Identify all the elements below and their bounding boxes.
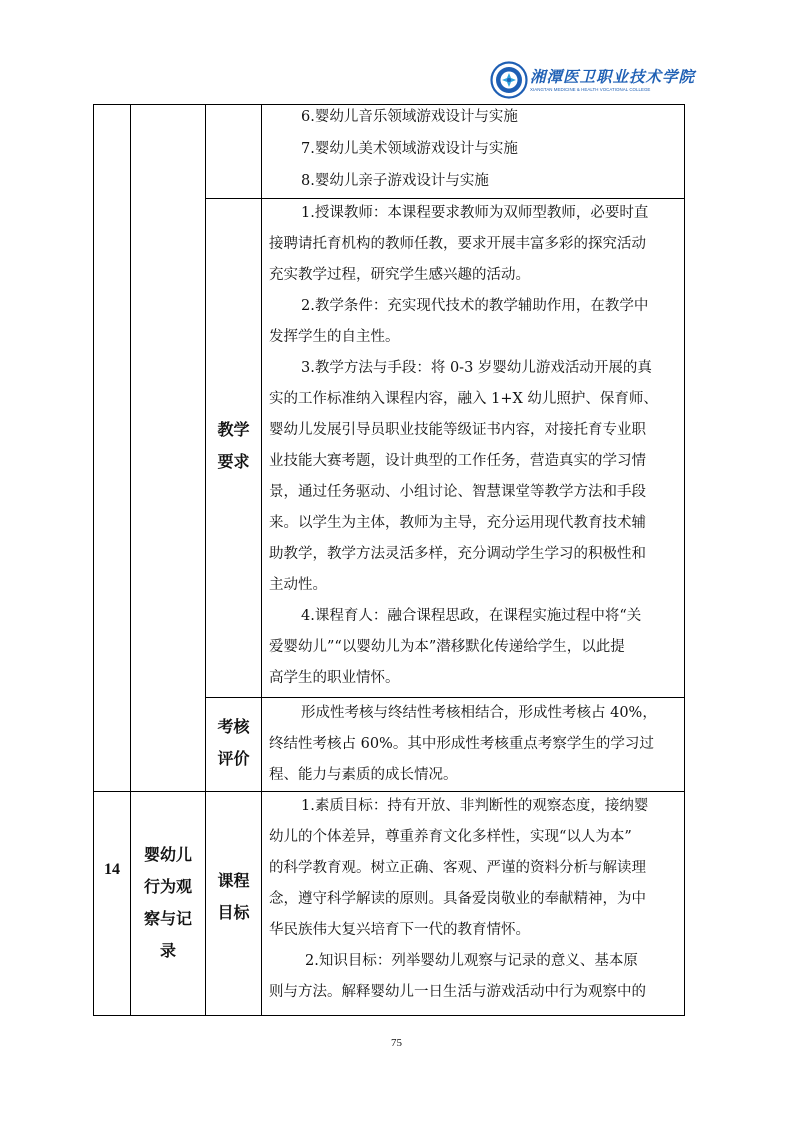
text-line: 充实教学过程，研究学生感兴趣的活动。 xyxy=(269,267,530,283)
text-line: 高学生的职业情怀。 xyxy=(269,670,400,686)
text-line: 景，通过任务驱动、小组讨论、智慧课堂等教学方法和手段 xyxy=(269,484,646,500)
course-name-line: 行为观 xyxy=(143,877,192,896)
label-line: 教学 xyxy=(217,420,250,439)
college-name-en: XIANGTAN MEDICINE & HEALTH VOCATIONAL COLLEGE xyxy=(530,87,651,92)
text-line: 爱婴幼儿”“以婴幼儿为本”潜移默化传递给学生，以此提 xyxy=(269,639,625,655)
college-logo xyxy=(490,61,696,101)
text-line: 4.课程育人：融合课程思政，在课程实施过程中将“关 xyxy=(301,608,642,624)
text-line: 的科学教育观。树立正确、客观、严谨的资料分析与解读理 xyxy=(269,860,646,876)
table-row-divider xyxy=(205,697,685,698)
table-border-top xyxy=(93,104,685,105)
text-line: 1.授课教师：本课程要求教师为双师型教师，必要时直 xyxy=(301,205,649,221)
course-name-line: 察与记 xyxy=(143,909,192,928)
college-emblem-icon xyxy=(490,61,528,99)
label-line: 目标 xyxy=(217,903,250,922)
text-line: 程、能力与素质的成长情况。 xyxy=(269,767,458,783)
text-line: 业技能大赛考题，设计典型的工作任务，营造真实的学习情 xyxy=(269,453,646,469)
text-line: 华民族伟大复兴培育下一代的教育情怀。 xyxy=(269,922,530,938)
text-line: 助教学，教学方法灵活多样，充分调动学生学习的积极性和 xyxy=(269,546,646,562)
text-line: 8.婴幼儿亲子游戏设计与实施 xyxy=(301,173,489,189)
table-row-divider xyxy=(93,791,685,792)
text-line: 婴幼儿发展引导员职业技能等级证书内容，对接托育专业职 xyxy=(269,422,646,438)
text-line: 幼儿的个体差异，尊重养育文化多样性，实现“以人为本” xyxy=(269,829,632,845)
table-border-right xyxy=(684,104,685,1016)
course-name-line: 婴幼儿 xyxy=(143,845,192,864)
text-line: 2.知识目标：列举婴幼儿观察与记录的意义、基本原 xyxy=(305,953,638,969)
table-border-left xyxy=(93,104,94,1016)
label-line: 评价 xyxy=(217,749,250,768)
table-row-divider xyxy=(205,198,685,199)
text-line: 来。以学生为主体，教师为主导，充分运用现代教育技术辅 xyxy=(269,515,646,531)
assessment-label xyxy=(206,711,261,775)
course-name xyxy=(131,839,205,967)
college-name-cn: 湘潭医卫职业技术学院 xyxy=(530,67,696,86)
course-number: 14 xyxy=(104,861,120,878)
text-line: 1.素质目标：持有开放、非判断性的观察态度，接纳婴 xyxy=(301,798,649,814)
label-line: 考核 xyxy=(217,717,250,736)
text-line: 主动性。 xyxy=(269,577,327,593)
course-objectives-label xyxy=(206,865,261,929)
page-number: 75 xyxy=(391,1037,402,1049)
table-border-bottom xyxy=(93,1015,685,1016)
table-divider-col3 xyxy=(261,104,262,1016)
label-line: 课程 xyxy=(217,871,250,890)
text-line: 念，遵守科学解读的原则。具备爱岗敬业的奉献精神，为中 xyxy=(269,891,646,907)
text-line: 终结性考核占 60%。其中形成性考核重点考察学生的学习过 xyxy=(269,736,654,752)
text-line: 接聘请托育机构的教师任教，要求开展丰富多彩的探究活动 xyxy=(269,236,646,252)
text-line: 形成性考核与终结性考核相结合，形成性考核占 40%， xyxy=(301,705,657,721)
text-line: 3.教学方法与手段：将 0-3 岁婴幼儿游戏活动开展的真 xyxy=(301,360,652,376)
text-line: 2.教学条件：充实现代技术的教学辅助作用，在教学中 xyxy=(301,298,649,314)
course-name-line: 录 xyxy=(159,941,176,960)
text-line: 则与方法。解释婴幼儿一日生活与游戏活动中行为观察中的 xyxy=(269,984,646,1000)
label-line: 要求 xyxy=(217,452,250,471)
text-line: 实的工作标准纳入课程内容，融入 1+X 幼儿照护、保育师、 xyxy=(269,391,658,407)
text-line: 7.婴幼儿美术领域游戏设计与实施 xyxy=(301,141,518,157)
teaching-requirements-label xyxy=(206,414,261,478)
text-line: 6.婴幼儿音乐领域游戏设计与实施 xyxy=(301,109,518,125)
text-line: 发挥学生的自主性。 xyxy=(269,329,400,345)
